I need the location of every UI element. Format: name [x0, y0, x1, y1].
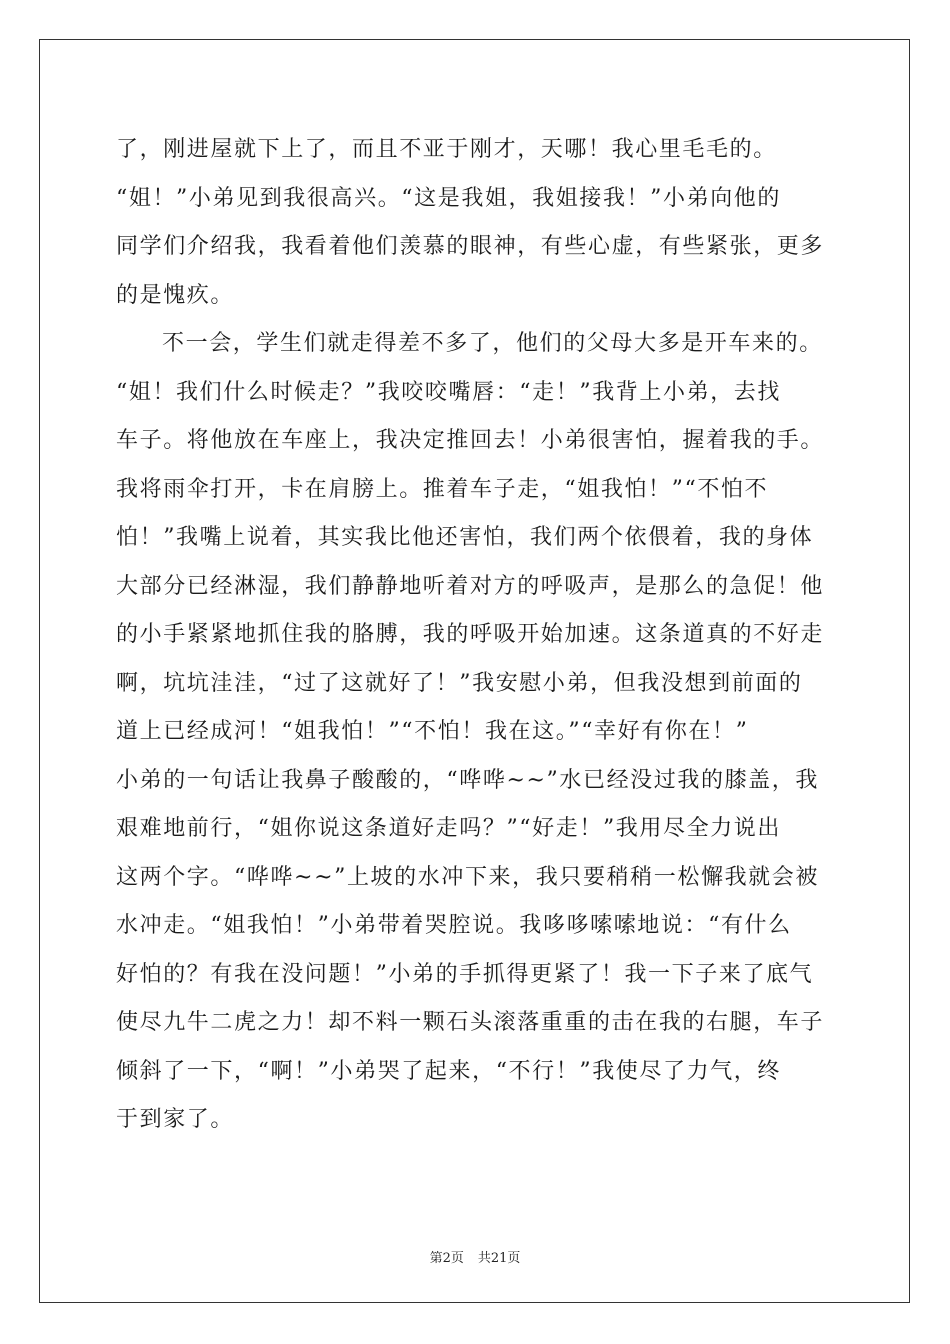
text-line: 于到家了。	[116, 1107, 235, 1132]
text-line: 的是愧疚。	[116, 282, 235, 308]
text-line: 使尽九牛二虎之力！却不料一颗石头滚落重重的击在我的右腿，车子	[116, 1010, 825, 1035]
text-line: 我将雨伞打开，卡在肩膀上。推着车子走，“姐我怕！”“不怕不	[116, 476, 769, 502]
text-line: 啊，坑坑洼洼，“过了这就好了！”我安慰小弟，但我没想到前面的	[116, 670, 803, 696]
text-line: “姐！我们什么时候走？”我咬咬嘴唇：“走！”我背上小弟，去找	[116, 379, 781, 405]
text-line: 倾斜了一下，“啊！”小弟哭了起来，“不行！”我使尽了力气，终	[116, 1058, 781, 1084]
text-line: 怕！”我嘴上说着，其实我比他还害怕，我们两个依偎着，我的身体	[116, 525, 814, 550]
text-line: 了，刚进屋就下上了，而且不亚于刚才，天哪！我心里毛毛的。	[116, 137, 777, 162]
text-line: 道上已经成河！“姐我怕！”“不怕！我在这。”“幸好有你在！”	[116, 719, 749, 744]
text-line: 水冲走。“姐我怕！”小弟带着哭腔说。我哆哆嗦嗦地说：“有什么	[116, 913, 792, 938]
page-total: 共21页	[477, 1251, 521, 1266]
text-line: 这两个字。“哗哗~~”上坡的水冲下来，我只要稍稍一松懈我就会被	[116, 864, 819, 890]
text-line: “姐！”小弟见到我很高兴。“这是我姐，我姐接我！”小弟向他的	[116, 185, 781, 211]
text-line: 的小手紧紧地抓住我的胳膊，我的呼吸开始加速。这条道真的不好走	[116, 622, 825, 647]
text-line: 同学们介绍我，我看着他们羡慕的眼神，有些心虚，有些紧张，更多	[116, 234, 825, 259]
document-body	[116, 126, 832, 1145]
page-number: 第2页	[429, 1251, 464, 1266]
text-line: 好怕的？有我在没问题！”小弟的手抓得更紧了！我一下子来了底气	[116, 961, 814, 987]
text-line: 小弟的一句话让我鼻子酸酸的，“哗哗~~”水已经没过我的膝盖，我	[116, 767, 819, 793]
text-line: 大部分已经淋湿，我们静静地听着对方的呼吸声，是那么的急促！他	[116, 573, 825, 599]
text-line: 不一会，学生们就走得差不多了，他们的父母大多是开车来的。	[162, 331, 823, 356]
text-line: 车子。将他放在车座上，我决定推回去！小弟很害怕，握着我的手。	[116, 428, 825, 453]
page-footer	[0, 1247, 950, 1266]
text-line: 艰难地前行，“姐你说这条道好走吗？”“好走！”我用尽全力说出	[116, 816, 781, 841]
